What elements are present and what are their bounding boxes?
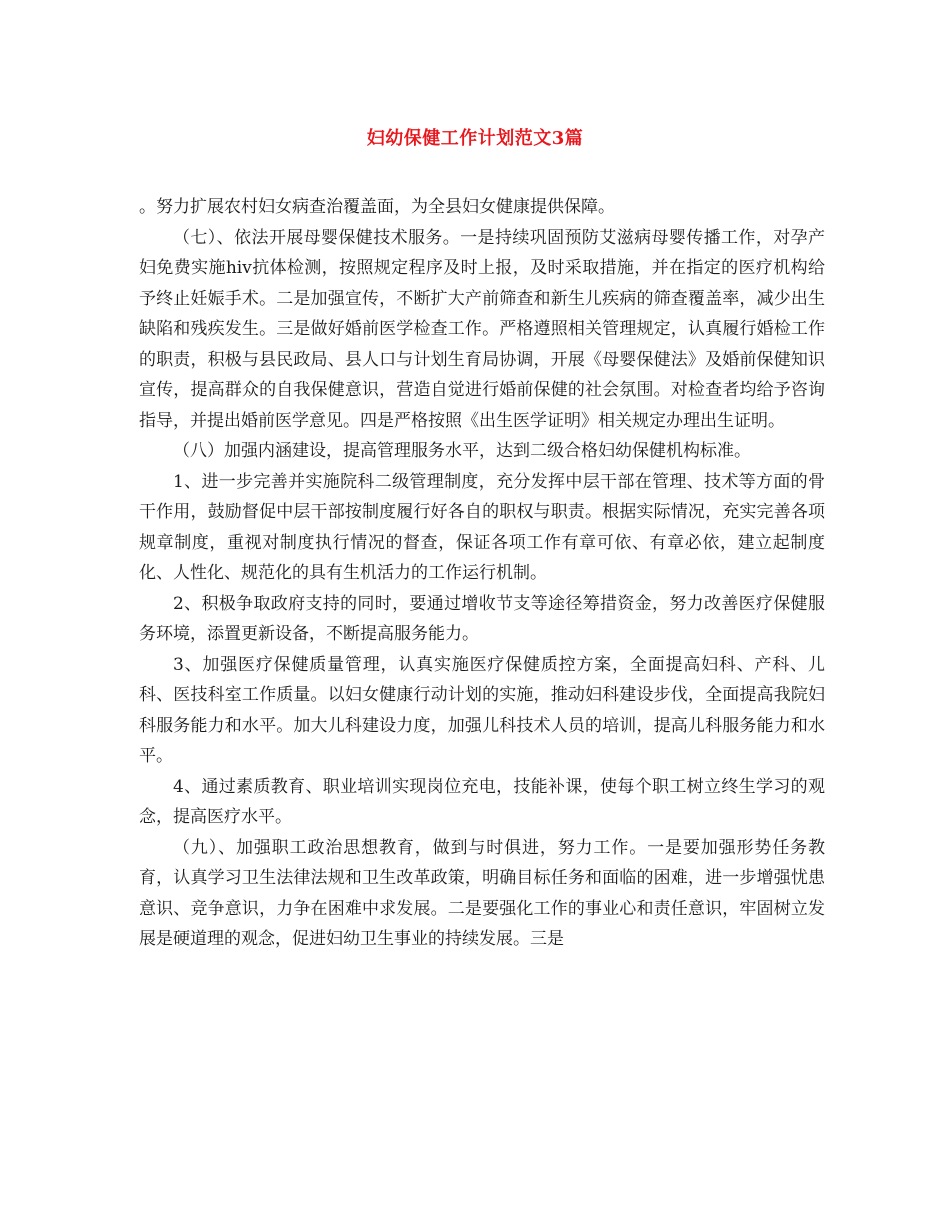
paragraph-item-3: 3、加强医疗保健质量管理，认真实施医疗保健质控方案，全面提高妇科、产科、儿科、医技科室工作质量。以妇女健康行动计划的实施，推动妇科建设步伐，全面提高我院妇科服务能力和水平。加大儿科建设力度，加强儿科技术人员的培训，提高儿科服务能力和水平。 — [139, 654, 825, 766]
document-body — [139, 192, 825, 955]
paragraph-section-9: （九）、加强职工政治思想教育，做到与时俱进，努力工作。一是要加强形势任务教育，认真学习卫生法律法规和卫生改革政策，明确目标任务和面临的困难，进一步增强忧患意识、竞争意识，力争在困难中求发展。二是要强化工作的事业心和责任意识，牢固树立发展是硬道理的观念，促进妇幼卫生事业的持续发展。三是 — [139, 837, 825, 949]
paragraph-item-4: 4、通过素质教育、职业培训实现岗位充电，技能补课，使每个职工树立终生学习的观念，提高医疗水平。 — [139, 776, 825, 827]
paragraph-item-2: 2、积极争取政府支持的同时，要通过增收节支等途径筹措资金，努力改善医疗保健服务环境，添置更新设备，不断提高服务能力。 — [139, 593, 825, 644]
paragraph-continuation: 。努力扩展农村妇女病查治覆盖面，为全县妇女健康提供保障。 — [139, 197, 615, 217]
paragraph-section-8: （八）加强内涵建设，提高管理服务水平，达到二级合格妇幼保健机构标准。 — [173, 441, 751, 461]
paragraph-section-7: （七）、依法开展母婴保健技术服务。一是持续巩固预防艾滋病母婴传播工作，对孕产妇免费实施hiv抗体检测，按照规定程序及时上报，及时采取措施，并在指定的医疗机构给予终止妊娠手术。二是加强宣传，不断扩大产前筛查和新生儿疾病的筛查覆盖率，减少出生缺陷和残疾发生。三是做好婚前医学检查工作。严格遵照相关管理规定，认真履行婚检工作的职责，积极与县民政局、县人口与计划生育局协调，开展《母婴保健法》及婚前保健知识宣传，提高群众的自我保健意识，营造自觉进行婚前保健的社会氛围。对检查者均给予咨询指导，并提出婚前医学意见。四是严格按照《出生医学证明》相关规定办理出生证明。 — [139, 227, 825, 431]
paragraph-item-1: 1、进一步完善并实施院科二级管理制度，充分发挥中层干部在管理、技术等方面的骨干作用，鼓励督促中层干部按制度履行好各自的职权与职责。根据实际情况，充实完善各项规章制度，重视对制度执行情况的督查，保证各项工作有章可依、有章必依，建立起制度化、人性化、规范化的具有生机活力的工作运行机制。 — [139, 471, 825, 583]
document-title: 妇幼保健工作计划范文3篇 — [366, 128, 584, 149]
